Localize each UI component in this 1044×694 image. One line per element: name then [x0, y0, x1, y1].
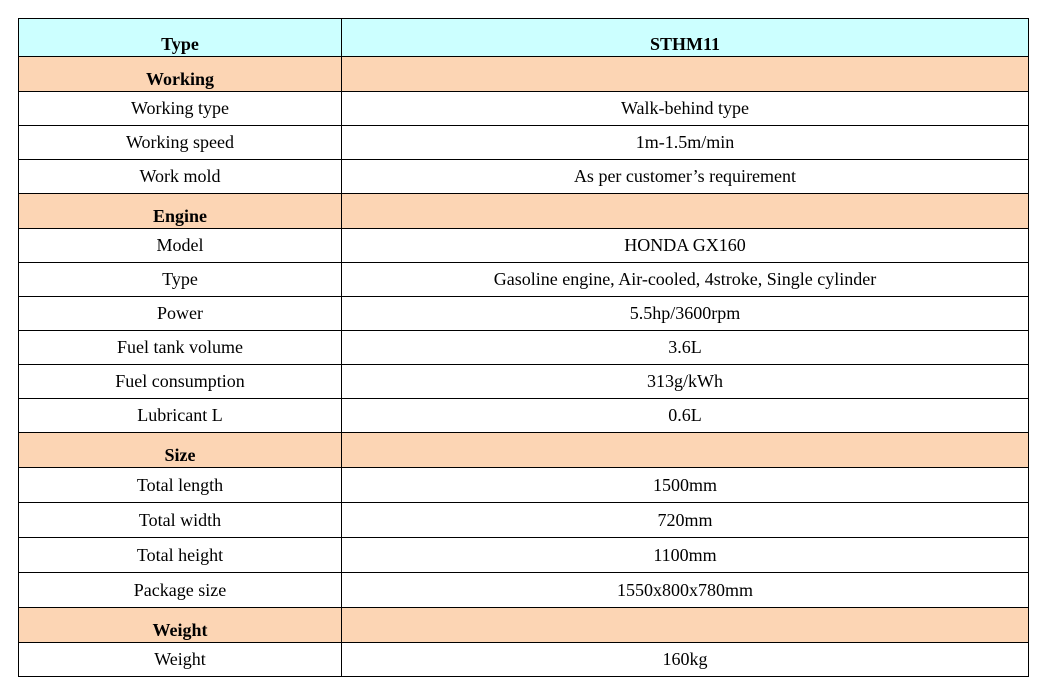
section-row-size [19, 433, 1029, 468]
spec-table [18, 18, 1029, 677]
table-header-row [19, 19, 1029, 57]
row-label: Total width [19, 503, 342, 538]
row-label: Work mold [19, 160, 342, 194]
header-model: STHM11 [342, 19, 1029, 57]
table-row [19, 92, 1029, 126]
table-row [19, 503, 1029, 538]
table-row [19, 468, 1029, 503]
header-label: Type [19, 19, 342, 57]
row-label: Working type [19, 92, 342, 126]
row-value: 1550x800x780mm [342, 573, 1029, 608]
row-value: 720mm [342, 503, 1029, 538]
table-row [19, 643, 1029, 677]
section-filler [342, 57, 1029, 92]
row-label: Fuel consumption [19, 365, 342, 399]
table-row [19, 297, 1029, 331]
row-label: Fuel tank volume [19, 331, 342, 365]
section-title: Size [19, 433, 342, 468]
section-row-working [19, 57, 1029, 92]
row-value: Gasoline engine, Air-cooled, 4stroke, Single cylinder [342, 263, 1029, 297]
section-row-engine [19, 194, 1029, 229]
section-title: Weight [19, 608, 342, 643]
row-value: HONDA GX160 [342, 229, 1029, 263]
row-label: Weight [19, 643, 342, 677]
section-filler [342, 194, 1029, 229]
table-row [19, 399, 1029, 433]
row-value: 3.6L [342, 331, 1029, 365]
row-value: As per customer’s requirement [342, 160, 1029, 194]
table-row [19, 229, 1029, 263]
table-row [19, 573, 1029, 608]
table-row [19, 160, 1029, 194]
row-label: Lubricant L [19, 399, 342, 433]
section-title: Engine [19, 194, 342, 229]
row-label: Model [19, 229, 342, 263]
section-row-weight [19, 608, 1029, 643]
table-row [19, 365, 1029, 399]
row-value: 313g/kWh [342, 365, 1029, 399]
row-label: Type [19, 263, 342, 297]
row-label: Total length [19, 468, 342, 503]
section-filler [342, 433, 1029, 468]
section-filler [342, 608, 1029, 643]
row-value: 0.6L [342, 399, 1029, 433]
section-title: Working [19, 57, 342, 92]
row-value: Walk-behind type [342, 92, 1029, 126]
row-label: Total height [19, 538, 342, 573]
table-row [19, 538, 1029, 573]
row-value: 1100mm [342, 538, 1029, 573]
row-value: 5.5hp/3600rpm [342, 297, 1029, 331]
table-row [19, 263, 1029, 297]
row-label: Working speed [19, 126, 342, 160]
table-row [19, 331, 1029, 365]
table-row [19, 126, 1029, 160]
row-value: 1m-1.5m/min [342, 126, 1029, 160]
row-label: Power [19, 297, 342, 331]
row-value: 1500mm [342, 468, 1029, 503]
row-label: Package size [19, 573, 342, 608]
row-value: 160kg [342, 643, 1029, 677]
